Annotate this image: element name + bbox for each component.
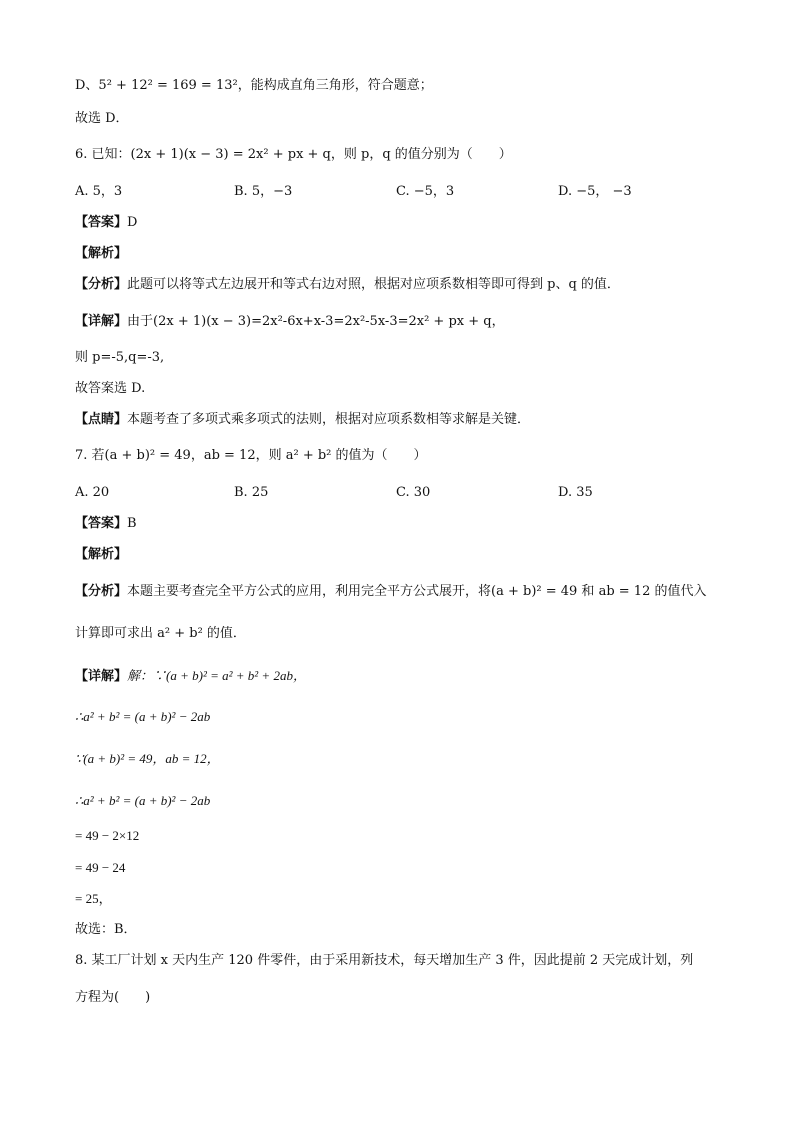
q7-fenxi — [75, 582, 706, 602]
xiangjie-tag: 【详解】 — [75, 314, 128, 329]
analysis-tag: 【解析】 — [75, 547, 128, 562]
q6-fenxi-text: 此题可以将等式左边展开和等式右边对照，根据对应项系数相等即可得到 p、q 的值． — [127, 277, 620, 292]
dianjing-tag: 【点睛】 — [75, 412, 128, 427]
q8-stem-2: 方程为( ) — [75, 990, 151, 1005]
q7-fenxi-text-1: 本题主要考查完全平方公式的应用，利用完全平方公式展开，将(a + b)² = 49 和 ab = 12 的值代入 — [127, 584, 707, 599]
q7-option-d: D. 35 — [558, 485, 593, 500]
q7-step-7: = 25， — [75, 891, 112, 906]
q7-stem: 7. 若(a + b)² = 49，ab = 12，则 a² + b² 的值为（ ） — [75, 448, 427, 463]
q6-xiangjie — [75, 312, 505, 332]
q7-step-1: 解：∵(a + b)² = a² + b² + 2ab， — [127, 668, 306, 683]
q6-xiangjie-text: 由于(2x + 1)(x − 3)=2x²-6x+x-3=2x²-5x-3=2x² + px + q， — [127, 314, 505, 329]
q7-step-4: ∴a² + b² = (a + b)² − 2ab — [75, 793, 211, 808]
q6-answer-line — [75, 213, 137, 233]
q5-option-d-explanation: D、5² + 12² = 169 = 13²，能构成直角三角形，符合题意； — [75, 78, 433, 93]
q6-analysis-tag — [75, 244, 127, 264]
q6-dianjing-text: 本题考查了多项式乘多项式的法则，根据对应项系数相等求解是关键． — [127, 412, 531, 427]
q6-choose: 故答案选 D. — [75, 381, 146, 396]
xiangjie-tag: 【详解】 — [75, 669, 128, 684]
analysis-tag: 【解析】 — [75, 246, 128, 261]
q6-option-b: B. 5，−3 — [234, 184, 293, 199]
q7-step-5: = 49 − 2×12 — [75, 828, 140, 843]
q7-step-6: = 49 − 24 — [75, 860, 126, 875]
q6-then: 则 p=-5,q=-3, — [75, 350, 165, 365]
q7-step-2: ∴a² + b² = (a + b)² − 2ab — [75, 709, 211, 724]
q6-option-c: C. −5，3 — [396, 184, 455, 199]
q6-option-d: D. −5， −3 — [558, 184, 632, 199]
q6-stem: 6. 已知：(2x + 1)(x − 3) = 2x² + px + q，则 p，q 的值分别为（ ） — [75, 147, 512, 162]
q7-xiangjie — [75, 666, 306, 687]
q7-answer-line — [75, 514, 137, 534]
q7-answer: B — [127, 516, 137, 531]
fenxi-tag: 【分析】 — [75, 584, 128, 599]
answer-tag: 【答案】 — [75, 516, 128, 531]
answer-tag: 【答案】 — [75, 215, 128, 230]
q5-choose: 故选 D． — [75, 111, 129, 126]
q7-option-c: C. 30 — [396, 485, 431, 500]
q6-option-a: A. 5，3 — [75, 184, 123, 199]
q7-choose: 故选：B． — [75, 922, 137, 937]
q7-fenxi-text-2: 计算即可求出 a² + b² 的值． — [75, 626, 246, 641]
q6-fenxi — [75, 275, 620, 295]
fenxi-tag: 【分析】 — [75, 277, 128, 292]
q8-stem-1: 8. 某工厂计划 x 天内生产 120 件零件，由于采用新技术，每天增加生产 3 件，因此提前 2 天完成计划，列 — [75, 953, 694, 968]
q6-dianjing — [75, 410, 530, 430]
q7-analysis-tag — [75, 545, 127, 565]
q7-option-a: A. 20 — [75, 485, 110, 500]
q7-option-b: B. 25 — [234, 485, 269, 500]
q7-step-3: ∵(a + b)² = 49，ab = 12， — [75, 751, 220, 766]
q6-answer: D — [127, 215, 138, 230]
